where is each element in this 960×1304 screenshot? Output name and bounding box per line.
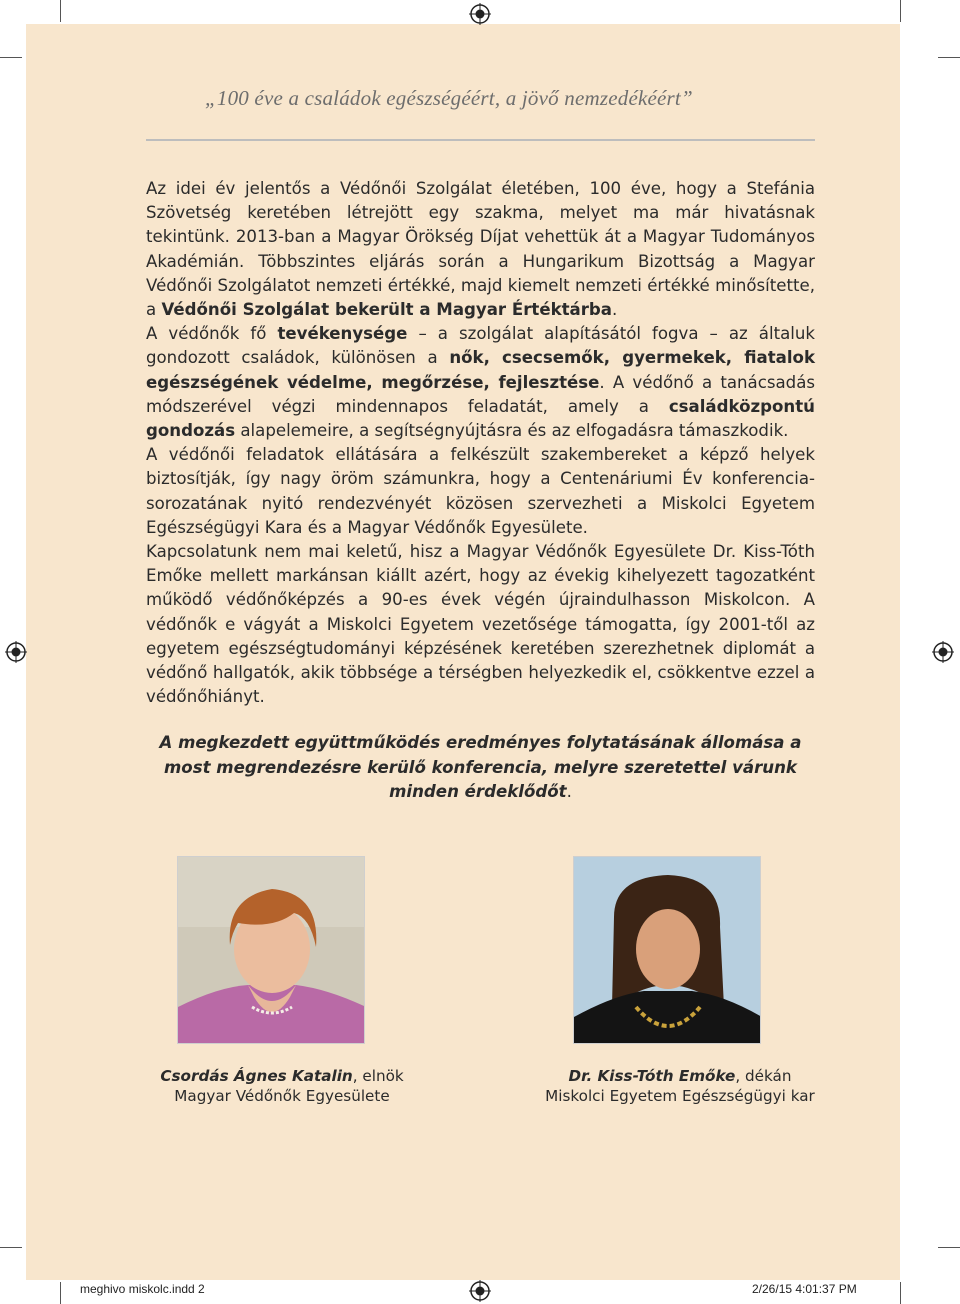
- registration-mark-icon: [469, 3, 491, 25]
- paragraph-text: . A védőnő a tanácsadás módszerével végzi mindennapos feladatát, amely a: [146, 372, 816, 416]
- closing-text: A megkezdett együttműködés eredményes folytatásának állomása a most megrendezésre kerülő konferencia, melyre szeretettel várunk minden érdeklődőt: [159, 733, 802, 801]
- caption: [530, 1066, 830, 1106]
- paragraph: [146, 322, 815, 443]
- paragraph-bold: Védőnői Szolgálat bekerült a Magyar Értéktárba: [161, 300, 613, 320]
- footer-filename: meghivo miskolc.indd 2: [80, 1282, 205, 1296]
- closing-end: .: [566, 782, 572, 801]
- crop-mark: [0, 57, 22, 58]
- paragraph: Kapcsolatunk nem mai keletű, hisz a Magyar Védőnők Egyesülete Dr. Kiss-Tóth Emőke mellett markánsan kiállt azért, hogy az évekig kihelyezett tagozatként működő védőnőképzés a 90-es évek végén újraindulhasson Miskolcon. A védőnők e vágyát a Miskolci Egyetem vezetősége támogatta, így 2001-től az egyetem egészségtudományi képzésének keretében szerezhetnek diplomát a védőnő hallgatók, akik többsége a térségben helyezkedik el, csökkentve ezzel a védőnőhiányt.: [146, 542, 815, 707]
- person-role: , elnök: [352, 1067, 404, 1085]
- paragraph: A védőnői feladatok ellátására a felkészült szakembereket a képző helyek biztosítják, így nagy öröm számunkra, hogy a Centenáriumi Év konferencia-sorozatának nyitó rendezvényét közösen szervezheti a Miskolci Egyetem Egészségügyi Kara és a Magyar Védőnők Egyesülete.: [146, 445, 815, 537]
- registration-mark-icon: [932, 641, 954, 663]
- paragraph: [146, 177, 815, 322]
- paragraph-text: A védőnők fő: [146, 324, 278, 344]
- crop-mark: [938, 57, 960, 58]
- paragraph-bold: tevékenysége: [277, 324, 408, 344]
- caption-name-line: [530, 1066, 830, 1086]
- body-text: [146, 177, 815, 709]
- paragraph-text: .: [612, 300, 618, 320]
- person-organization: Magyar Védőnők Egyesülete: [174, 1087, 390, 1105]
- divider: [146, 139, 815, 141]
- caption: [132, 1066, 432, 1106]
- slogan-heading: „100 éve a családok egészségéért, a jövő nemzedékéért”: [205, 86, 693, 110]
- crop-mark: [0, 1247, 22, 1248]
- registration-mark-icon: [5, 641, 27, 663]
- portrait-photo: [573, 856, 761, 1044]
- person-role: , dékán: [735, 1067, 792, 1085]
- paragraph-bold: családközpontú gondozás: [146, 396, 815, 441]
- paragraph-text: alapelemeire, a segítségnyújtásra és az elfogadásra támaszkodik.: [235, 421, 789, 441]
- crop-mark: [938, 1247, 960, 1248]
- crop-mark: [60, 1282, 61, 1304]
- crop-mark: [900, 0, 901, 22]
- person-name: Dr. Kiss-Tóth Emőke: [568, 1067, 736, 1085]
- crop-mark: [900, 1282, 901, 1304]
- crop-mark: [60, 0, 61, 22]
- closing-invitation: [146, 731, 815, 805]
- person-name: Csordás Ágnes Katalin: [160, 1067, 353, 1085]
- paragraph-bold: nők, csecsemők, gyermekek, fiatalok egészségének védelme, megőrzése, fejlesztése: [146, 348, 815, 392]
- registration-mark-icon: [469, 1280, 491, 1302]
- caption-name-line: [132, 1066, 432, 1086]
- person-organization: Miskolci Egyetem Egészségügyi kar: [545, 1087, 815, 1105]
- portrait-illustration: [178, 857, 365, 1044]
- paragraph-text: Az idei év jelentős a Védőnői Szolgálat életében, 100 éve, hogy a Stefánia Szövetség keretében létrejött egy szakma, melyet ma már hivatásnak tekintünk. 2013-ban a Magyar Örökség Díjat vehettük át a Magyar Tudományos Akadémián. Többszintes eljárás során a Hungarikum Bizottság a Magyar Védőnői Szolgálatot nemzeti értékké, majd kiemelt nemzeti értékké minősítette, a: [146, 179, 815, 320]
- footer-timestamp: 2/26/15 4:01:37 PM: [752, 1282, 857, 1296]
- paragraph-text: – a szolgálat alapításától fogva – az általuk gondozott családok, különösen a: [146, 324, 815, 368]
- portrait-illustration: [574, 857, 761, 1044]
- portrait-photo: [177, 856, 365, 1044]
